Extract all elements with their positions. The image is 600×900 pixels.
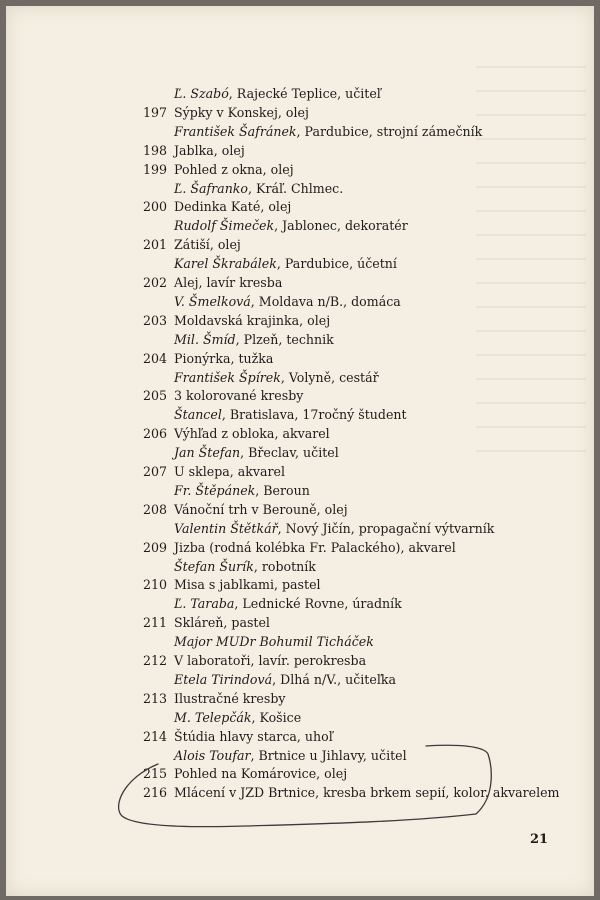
entry-number: 203 [142, 312, 167, 328]
entry-title: V laboratoři, lavír. perokresba [174, 653, 367, 668]
entry-title: Pohled z okna, olej [174, 161, 294, 177]
artist-line [174, 256, 397, 271]
entry-title: Misa s jablkami, pastel [174, 577, 321, 593]
entry-title: Sýpky v Konskej, olej [174, 104, 309, 120]
artist-line [174, 86, 381, 101]
artist-name: Valentin Štětkář [174, 520, 278, 536]
artist-name: Major MUDr Bohumil Ticháček [174, 634, 374, 650]
entry-number: 198 [142, 142, 167, 158]
artist-details: , Kráľ. Chlmec. [248, 180, 344, 196]
page-number: 21 [530, 832, 549, 847]
artist-details: , Beroun [255, 482, 310, 498]
artist-details: , robotník [253, 558, 316, 574]
artist-name: Ľ. Šafranko [174, 180, 249, 196]
artist-line [174, 521, 494, 536]
entry-number: 201 [142, 237, 167, 253]
entry-number: 209 [142, 539, 167, 555]
artist-line [174, 181, 343, 196]
artist-line [174, 634, 374, 649]
artist-line [174, 672, 396, 687]
entry-number: 211 [142, 615, 167, 631]
entry-title: Dedinka Katé, olej [174, 199, 292, 215]
artist-details: , Plzeň, technik [235, 331, 334, 347]
entry-number: 207 [142, 464, 167, 479]
artist-line [174, 407, 407, 422]
artist-line [174, 445, 339, 460]
artist-name: František Špírek [174, 369, 281, 385]
artist-details: , Břeclav, učitel [240, 445, 339, 461]
artist-line [174, 124, 482, 139]
artist-name: Rudolf Šimeček [174, 218, 275, 234]
artist-details: , Brtnice u Jihlavy, učitel [250, 747, 407, 763]
artist-details: , Pardubice, účetní [276, 256, 397, 272]
artist-details: , Jablonec, dekoratér [274, 218, 408, 234]
entry-title: Pohled na Komárovice, olej [174, 766, 348, 782]
entry-number: 210 [142, 577, 167, 593]
entry-number: 216 [142, 785, 167, 801]
artist-details: , Volyně, cestář [280, 369, 379, 385]
artist-name: V. Šmelková [174, 293, 251, 309]
entry-number: 197 [142, 104, 167, 120]
artist-line [174, 710, 301, 725]
artist-details: , Košice [251, 709, 302, 725]
entry-number: 204 [142, 350, 167, 366]
artist-name: Alois Toufar [174, 747, 251, 763]
artist-line [174, 483, 310, 498]
entry-number: 208 [142, 501, 167, 517]
entry-title: Skláreň, pastel [174, 615, 270, 631]
artist-line [174, 332, 334, 347]
artist-name: Etela Tirindová [174, 671, 273, 687]
entry-number: 215 [142, 766, 167, 782]
entry-title: Mlácení v JZD Brtnice, kresba brkem sepií, kolor. akvarelem [174, 785, 560, 801]
entry-title: Jizba (rodná kolébka Fr. Palackého), akvarel [174, 539, 456, 555]
artist-details: , Bratislava, 17ročný študent [221, 407, 407, 423]
artist-details: , Rajecké Teplice, učiteľ [228, 86, 381, 101]
artist-details: , Dlhá n/V., učiteľka [272, 671, 396, 687]
entry-number: 206 [142, 426, 167, 442]
artist-name: Fr. Štěpánek [174, 482, 256, 498]
artist-name: František Šafránek [174, 123, 297, 139]
artist-name: Štancel [174, 407, 222, 423]
entry-title: Vánoční trh v Berouně, olej [174, 501, 348, 517]
entry-title: Jablka, olej [174, 142, 245, 158]
artist-details: , Nový Jičín, propagační výtvarník [277, 520, 495, 536]
artist-line [174, 370, 379, 385]
artist-name: Ľ. Taraba [174, 596, 235, 612]
entry-title: 3 kolorované kresby [174, 388, 304, 404]
entry-title: Moldavská krajinka, olej [174, 312, 331, 328]
entry-title: Štúdia hlavy starca, uhoľ [174, 728, 333, 744]
catalog-page [6, 6, 594, 896]
show-through-text [476, 66, 586, 466]
artist-name: Jan Štefan [174, 445, 241, 461]
artist-line [174, 596, 402, 611]
entry-title: Výhľad z obloka, akvarel [174, 426, 330, 442]
artist-name: Mil. Šmíd [174, 331, 236, 347]
artist-line [174, 748, 407, 763]
artist-line [174, 218, 408, 233]
artist-name: Karel Škrabálek [174, 256, 277, 272]
artist-name: Ľ. Szabó [174, 86, 229, 101]
entry-title: Zátiší, olej [174, 237, 241, 253]
entry-title: Alej, lavír kresba [174, 275, 283, 290]
artist-details: , Lednické Rovne, úradník [234, 596, 402, 612]
artist-details: , Pardubice, strojní zámečník [296, 123, 483, 139]
entry-number: 200 [142, 199, 167, 215]
entry-number: 199 [142, 161, 167, 177]
entry-number: 202 [142, 275, 167, 290]
artist-details: , Moldava n/B., domáca [250, 293, 401, 309]
artist-line [174, 294, 401, 309]
artist-name: M. Telepčák [174, 709, 252, 725]
entry-title: U sklepa, akvarel [174, 464, 286, 479]
entry-title: Ilustračné kresby [174, 690, 286, 706]
entry-number: 214 [142, 728, 167, 744]
artist-name: Štefan Šurík [174, 558, 254, 574]
artist-line [174, 559, 316, 574]
entry-title: Pionýrka, tužka [174, 350, 274, 366]
entry-number: 212 [142, 653, 167, 668]
entry-number: 205 [142, 388, 167, 404]
entry-number: 213 [142, 690, 167, 706]
